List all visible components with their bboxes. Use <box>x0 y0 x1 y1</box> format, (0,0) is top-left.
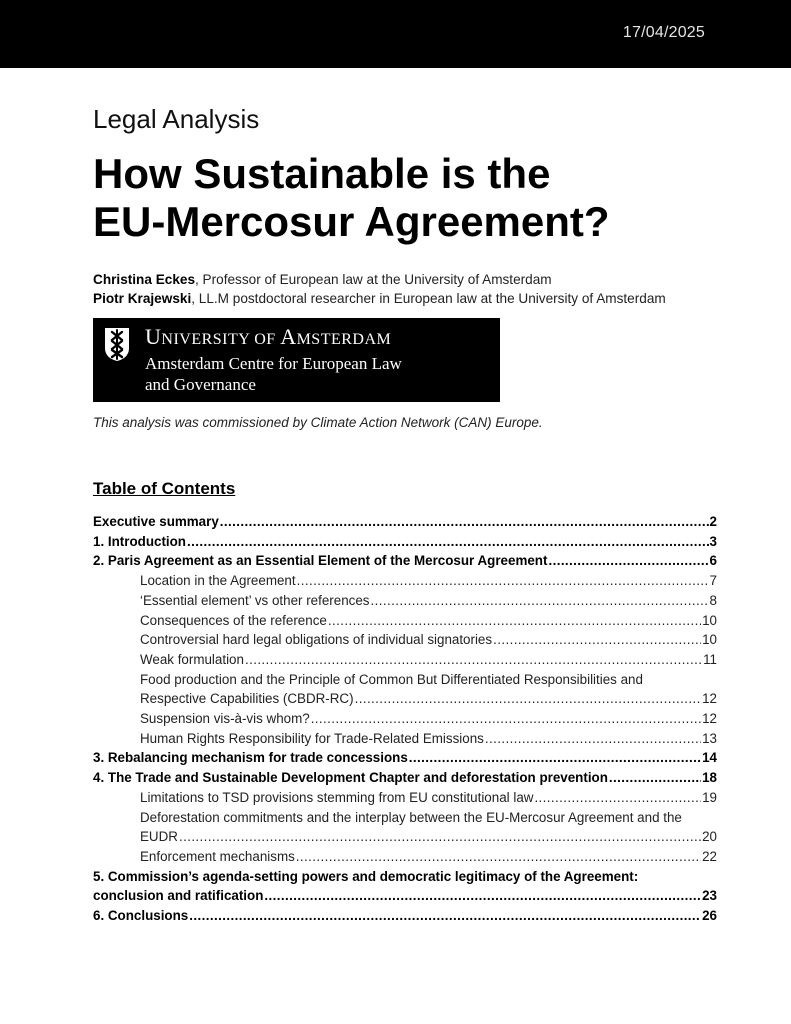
toc-subentry[interactable]: Limitations to TSD provisions stemming from EU constitutional law ..... 19 <box>93 788 717 808</box>
author-list <box>93 270 666 308</box>
university-name: UNIVERSITY OF AMSTERDAM <box>145 324 392 349</box>
title-line-1: How Sustainable is the <box>93 150 551 197</box>
title-line-2: EU-Mercosur Agreement? <box>93 198 610 245</box>
university-logo <box>93 318 500 402</box>
toc-entry[interactable]: 4. The Trade and Sustainable Development Chapter and deforestation prevention ..... 18 <box>93 768 717 788</box>
toc-subentry[interactable]: Deforestation commitments and the interplay between the EU-Mercosur Agreement and the EUDR ..... 20 <box>93 808 717 847</box>
table-of-contents <box>93 512 717 926</box>
document-title <box>93 150 733 246</box>
toc-subentry[interactable]: Enforcement mechanisms ..... 22 <box>93 847 717 867</box>
crest-icon <box>103 326 131 362</box>
commission-note: This analysis was commissioned by Climate Action Network (CAN) Europe. <box>93 415 543 430</box>
document-kicker: Legal Analysis <box>93 104 260 134</box>
toc-subentry[interactable]: Suspension vis-à-vis whom? ..... 12 <box>93 709 717 729</box>
toc-entry[interactable]: 6. Conclusions ..... 26 <box>93 906 717 926</box>
toc-subentry[interactable]: ‘Essential element’ vs other references ..... 8 <box>93 591 717 611</box>
centre-name: Amsterdam Centre for European Law and Governance <box>145 354 402 394</box>
author-name: Christina Eckes <box>93 272 195 287</box>
toc-subentry[interactable]: Controversial hard legal obligations of individual signatories ..... 10 <box>93 630 717 650</box>
author-entry <box>93 270 666 289</box>
author-role: , Professor of European law at the University of Amsterdam <box>195 272 552 287</box>
author-entry <box>93 289 666 308</box>
toc-subentry[interactable]: Weak formulation ..... 11 <box>93 650 717 670</box>
toc-subentry[interactable]: Food production and the Principle of Common But Differentiated Responsibilities and Respective Capabilities (CBDR-RC) ..... 12 <box>93 670 717 709</box>
toc-entry[interactable]: 3. Rebalancing mechanism for trade concessions ..... 14 <box>93 748 717 768</box>
author-name: Piotr Krajewski <box>93 291 192 306</box>
toc-entry[interactable]: 1. Introduction ..... 3 <box>93 532 717 552</box>
toc-entry[interactable]: 2. Paris Agreement as an Essential Element of the Mercosur Agreement ..... 6 <box>93 551 717 571</box>
toc-heading: Table of Contents <box>93 479 236 498</box>
toc-subentry[interactable]: Consequences of the reference ..... 10 <box>93 611 717 631</box>
author-role: , LL.M postdoctoral researcher in European law at the University of Amsterdam <box>191 291 666 306</box>
toc-entry[interactable]: Executive summary ..... 2 <box>93 512 717 532</box>
toc-entry[interactable]: 5. Commission’s agenda-setting powers and democratic legitimacy of the Agreement: conclusion and ratification ..... 23 <box>93 867 717 906</box>
publication-date: 17/04/2025 <box>622 24 705 41</box>
header-bar <box>0 0 791 68</box>
toc-subentry[interactable]: Location in the Agreement ..... 7 <box>93 571 717 591</box>
toc-subentry[interactable]: Human Rights Responsibility for Trade-Related Emissions ..... 13 <box>93 729 717 749</box>
